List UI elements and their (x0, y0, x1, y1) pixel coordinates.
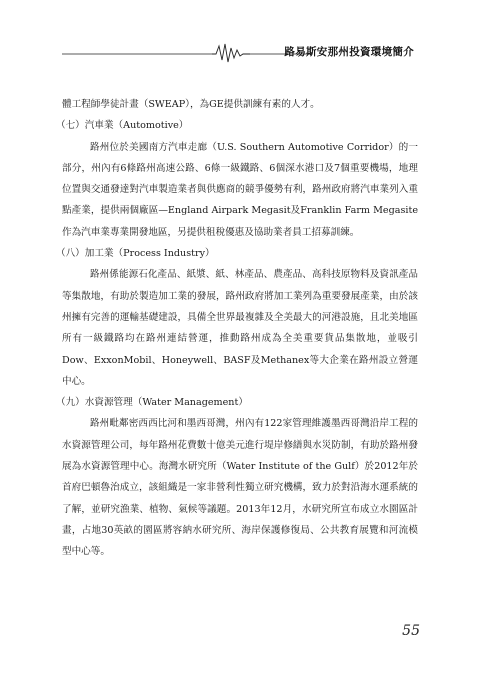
document-body (56, 94, 418, 563)
section-heading-process-industry: （八）加工業（Process Industry） (56, 248, 215, 260)
section-heading-automotive: （七）汽車業（Automotive） (56, 120, 189, 132)
section-text-water-management: 路州毗鄰密西西比河和墨西哥灣，州內有122家管理維護墨西哥灣沿岸工程的水資源管理公司，每年路州花費數十億美元進行堤岸修繕與水災防制，有助於路州發展為水資源管理中心。海灣水研究所（Water Institute of the Gulf）於2012年於首府巴頓魯治成立，該組織是一家非營利性獨立研究機構，致力於對沿海水運系統的了解，並研究漁業、植物、氣候等議題。2013年12月，水研究所宣布成立水園區計畫，占地30英畝的園區將容納水研究所、海岸保護修復局、公共教育展覽和河流模型中心等。 (62, 418, 418, 558)
page-header (0, 40, 480, 64)
page-number: 55 (402, 623, 420, 639)
section-text-process-industry: 路州係能源石化產品、紙漿、紙、林產品、農產品、高科技原物料及資訊產品等集散地，有助於製造加工業的發展，路州政府將加工業列為重要發展產業，由於該州擁有完善的運輸基礎建設，具備全世界最複雜及全美最大的河港設施，且北美地區所有一級鐵路均在路州連結營運，推動路州成為全美重要貨品集散地，並吸引Dow、ExxonMobil、Honeywell、BASF及Methanex等大企業在路州設立營運中心。 (62, 269, 418, 387)
header-title: 路易斯安那州投資環境簡介 (284, 46, 414, 58)
intro-paragraph: 體工程師學徒計畫（SWEAP），為GE提供訓練有素的人才。 (62, 99, 320, 110)
section-text-automotive: 路州位於美國南方汽車走廊（U.S. Southern Automotive Corridor）的一部分，州內有6條路州高速公路、6條一級鐵路、6個深水港口及7個重要機場，地理位置與交通發達對汽車製造業者與供應商的競爭優勢有利，路州政府將汽車業列入重點產業，提供兩個廠區—England Airpark Megasit及Franklin Farm Megasite作為汽車業專業開發地區，另提供租稅優惠及協助業者員工招募訓練。 (62, 141, 418, 238)
section-heading-water-management: （九）水資源管理（Water Management） (56, 397, 248, 409)
